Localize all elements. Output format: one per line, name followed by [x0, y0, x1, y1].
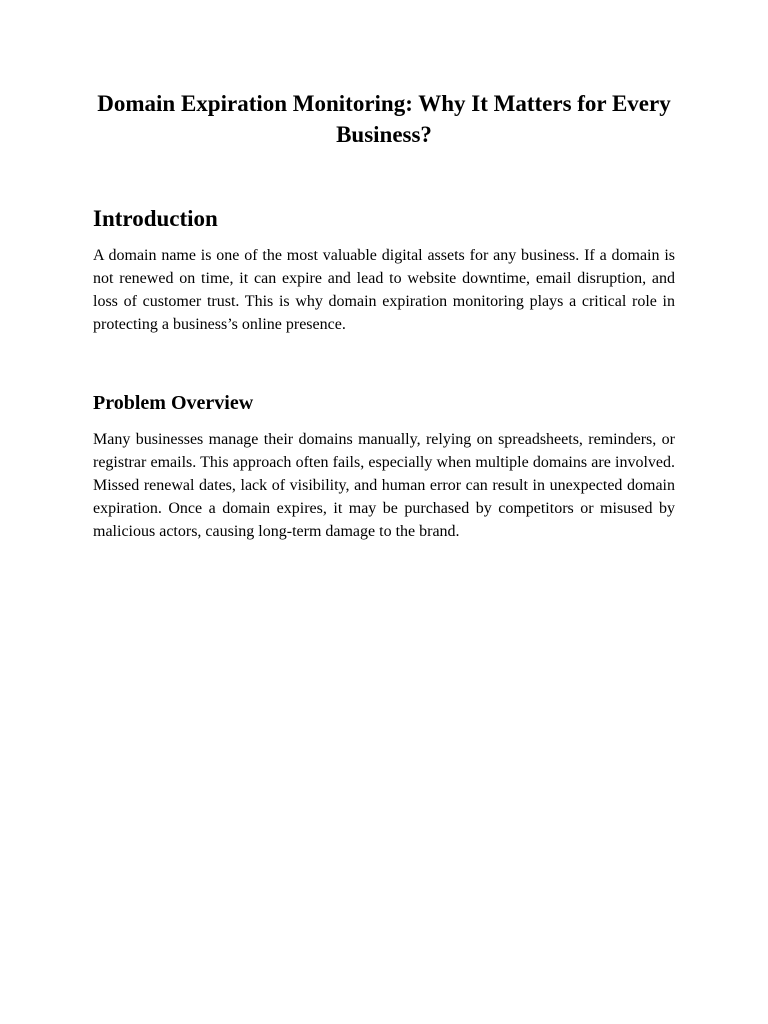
section-body-problem-overview: Many businesses manage their domains manually, relying on spreadsheets, reminders, or registrar emails. This approach often fails, especially when multiple domains are involved. Missed renewal dates, lack of visibility, and human error can result in unexpected domain expiration. Once a domain expires, it may be purchased by competitors or misused by malicious actors, causing long-term damage to the brand. [93, 431, 675, 540]
document-title: Domain Expiration Monitoring: Why It Matters for Every Business? [97, 91, 671, 147]
section-problem-overview [93, 390, 675, 543]
section-introduction [93, 204, 675, 336]
section-body-introduction: A domain name is one of the most valuable digital assets for any business. If a domain is not renewed on time, it can expire and lead to website downtime, email disruption, and loss of customer trust. This is why domain expiration monitoring plays a critical role in protecting a business’s online presence. [93, 247, 675, 333]
section-heading-introduction: Introduction [93, 206, 218, 231]
section-heading-problem-overview: Problem Overview [93, 392, 254, 414]
document-page [0, 88, 768, 1024]
